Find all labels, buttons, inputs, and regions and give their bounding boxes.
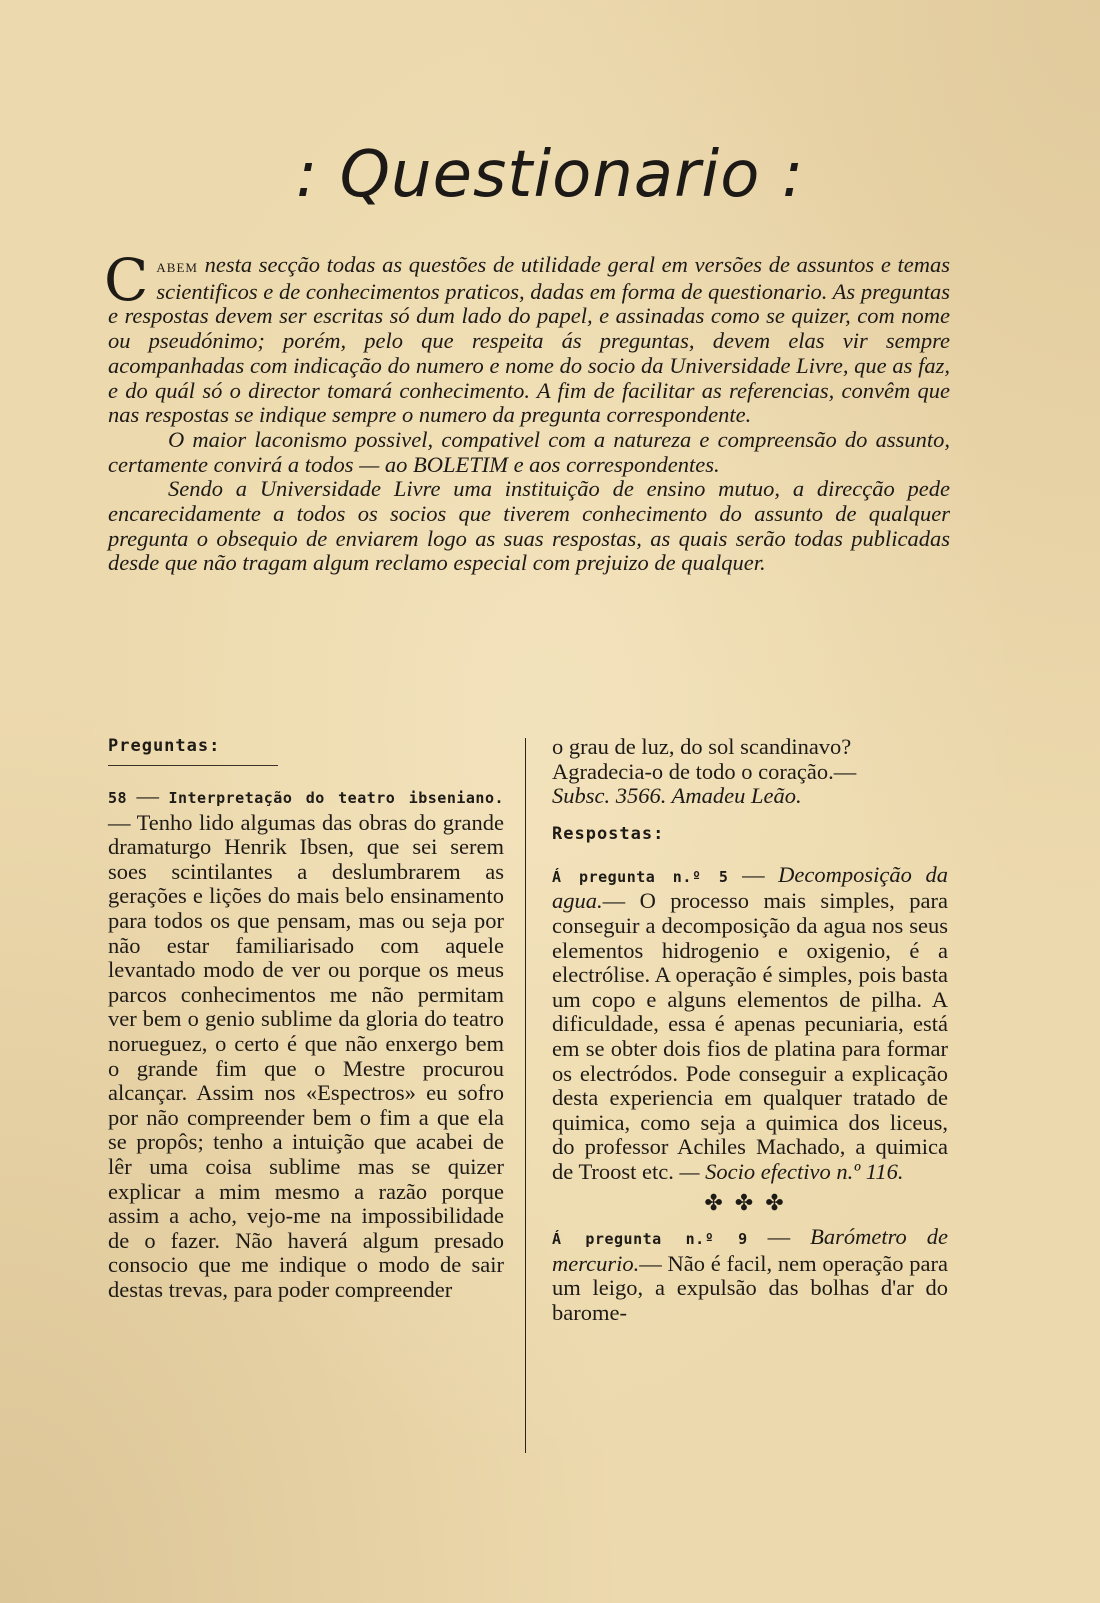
answer-5-signature: — Socio efectivo n.º 116. — [679, 1158, 904, 1184]
question-58 — [108, 784, 504, 1302]
intro-paragraph-2: O maior laconismo possivel, compativel com a natureza e compreensão do assunto, certamente convirá a todos — ao BOLETIM e aos correspondentes. — [108, 426, 950, 477]
answer-5-text: — O processo mais simples, para conseguir a decomposição da agua nos seus elementos hidrogenio e oxigenio, é a electrólise. A operação é simples, pois basta um copo e alguns elementos de pilha. A dificuldade, essa é apenas pecuniaria, está em se obter dois fios de platina para formar os electródos. Pode conseguir a explicação desta experiencia em qualquer tratado de quimica, como seja a quimica dos liceus, do professor Achiles Machado, a quimica de Troost etc. — [552, 888, 948, 1184]
intro-text — [104, 246, 950, 576]
answer-9-topic: Barómetro de mercurio. — [552, 1224, 948, 1276]
answer-5-topic: Decomposição da agua. — [552, 861, 948, 914]
question-signature: Subsc. 3566. Amadeu Leão. — [552, 783, 802, 809]
intro-paragraph-1 — [104, 246, 950, 428]
answer-5: Á pregunta n.º 5 — Decomposição da agua.— O processo mais simples, para conseguir a decomposição da agua nos seus elementos hidrogenio e oxigenio, é a electrólise. A operação é simples, pois basta um copo e alguns elementos de pilha. A dificuldade, essa é apenas pecuniaria, está em se obter dois fios de platina para formar os electródos. Pode conseguir a explicação desta experiencia em qualquer tratado de quimica, como seja a quimica dos liceus, do professor Achiles Machado, a quimica de Troost etc. — Socio efectivo n.º 116. — [552, 861, 948, 1184]
respostas-column — [552, 735, 948, 1325]
answer-5-label: Á pregunta n.º 5 — [552, 867, 729, 886]
answer-9: Á pregunta n.º 9 — Barómetro de mercurio.— Não é facil, nem operação para um leigo, a expulsão das bolhas d'ar do barome- — [552, 1224, 948, 1325]
question-continuation: o grau de luz, do sol scandinavo? Agradecia-o de todo o coração.— Subsc. 3566. Amadeu Leão. — [552, 734, 857, 809]
preguntas-column — [108, 735, 504, 1302]
column-divider — [525, 738, 526, 1453]
preguntas-heading: Preguntas: — [108, 736, 221, 756]
respostas-heading: Respostas: — [552, 823, 665, 844]
question-text: — Tenho lido algumas das obras do grande dramaturgo Henrik Ibsen, que sei serem soes scintilantes a deslumbrarem as gerações e lições do mais belo ensinamento para todos os que pensam, mas ou seja por não estar familiarisado com aquele levantado modo de ver ou porque os meus parcos conhecimentos me não permitam ver bem o genio sublime da gloria do teatro norueguez, o certo é que não enxergo bem o grande fim que o Mestre procurou alcançar. Assim nos «Espectros» eu sofro por não compreender bem o fim a que ela se propôs; tenho a intuição que acabei de lêr uma coisa sublime mas se quizer explicar a mim mesmo a razão porque assim a acho, vejo-me na impossibilidade de o fazer. Não haverá algum presado consocio que me indique o modo de sair destas trevas, para poder compreender — [108, 809, 504, 1302]
page-title: : Questionario : — [295, 138, 805, 212]
ornament-separator: ✤✤✤ — [704, 1189, 796, 1215]
answer-9-text: — Não é facil, nem operação para um leigo, a expulsão das bolhas d'ar do barome- — [552, 1250, 948, 1325]
heading-rule — [108, 765, 278, 766]
drop-cap: C — [104, 246, 149, 314]
lead-word: abem — [156, 256, 198, 277]
question-label: Interpretação do teatro ibseniano. — [168, 789, 504, 807]
intro-paragraph-1-text: nesta secção todas as questões de utilidade geral em versões de assuntos e temas scientificos e de conhecimentos praticos, dadas em forma de questionario. As preguntas e respostas devem ser escritas só dum lado do papel, e assinadas como se quizer, com nome ou pseudónimo; porém, pelo que respeita ás preguntas, devem elas vir sempre acompanhadas com indicação do numero e nome do socio da Universidade Livre, que as faz, e do quál só o director tomará conhecimento. A fim de facilitar as referencias, convêm que nas respostas se indique sempre o numero da pregunta correspondente. — [108, 252, 950, 428]
answer-9-label: Á pregunta n.º 9 — [552, 1230, 748, 1249]
intro-paragraph-3: Sendo a Universidade Livre uma instituição de ensino mutuo, a direcção pede encarecidamente a todos os socios que tiverem conhecimento do assunto de qualquer pregunta o obsequio de enviarem logo as suas respostas, as quais serão todas publicadas desde que não tragam algum reclamo especial com prejuizo de qualquer. — [108, 476, 950, 576]
question-number: 58 — [108, 789, 128, 807]
question-dash: — — [127, 783, 169, 808]
